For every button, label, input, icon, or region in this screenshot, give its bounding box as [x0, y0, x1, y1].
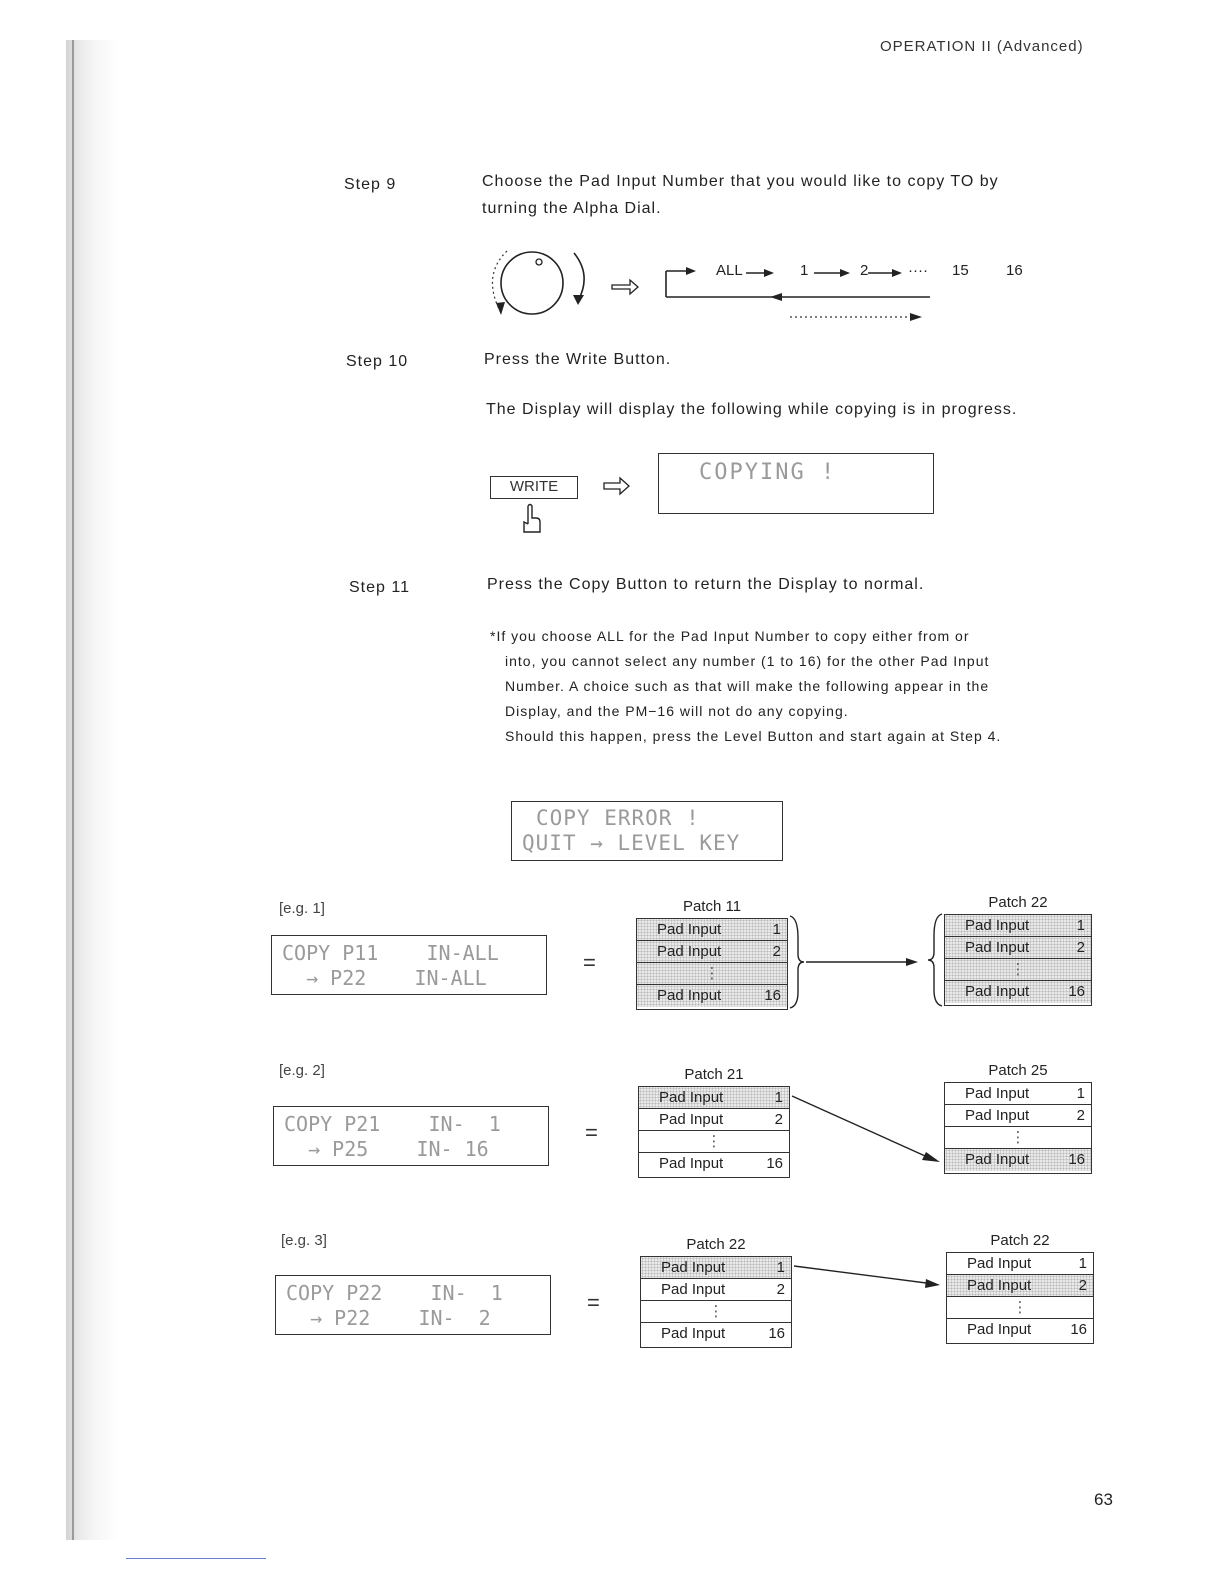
- ellipsis-row: ⋮: [639, 1131, 789, 1153]
- footer-rule: [126, 1558, 266, 1559]
- step-11-label: Step 11: [349, 579, 410, 596]
- example-3-target-title: Patch 22: [990, 1232, 1050, 1249]
- note-line2: into, you cannot select any number (1 to 16) for the other Pad Input: [505, 653, 990, 669]
- seq-1: 1: [800, 262, 809, 279]
- example-2-target-title: Patch 25: [988, 1062, 1048, 1079]
- note-line3: Number. A choice such as that will make the following appear in the: [505, 678, 990, 694]
- example-2-copy-arrow: [788, 1090, 948, 1170]
- pad-input-row: Pad Input 2: [945, 937, 1091, 959]
- step-9-label: Step 9: [344, 176, 397, 193]
- seq-dots: ····: [908, 262, 928, 279]
- step-9-text-line2: turning the Alpha Dial.: [482, 200, 662, 217]
- example-1-display-line1: COPY P11 IN-ALL: [282, 941, 499, 965]
- copy-error-line1: COPY ERROR !: [536, 806, 700, 830]
- pad-input-row: Pad Input 1: [637, 919, 787, 941]
- write-button[interactable]: WRITE: [490, 476, 578, 499]
- equals-sign: =: [587, 1290, 600, 1315]
- example-2-source-title: Patch 21: [684, 1066, 744, 1083]
- step-11-text: Press the Copy Button to return the Display to normal.: [487, 576, 925, 593]
- alpha-dial-icon: [492, 251, 584, 315]
- hollow-right-arrow-icon: [612, 280, 638, 294]
- seq-2: 2: [860, 262, 869, 279]
- note-line5: Should this happen, press the Level Button and start again at Step 4.: [505, 728, 1002, 744]
- example-3-target-table: [946, 1252, 1094, 1344]
- hollow-right-arrow-icon: [602, 476, 632, 496]
- example-1-display-line2: → P22 IN-ALL: [282, 966, 487, 990]
- example-3-display-line1: COPY P22 IN- 1: [286, 1281, 503, 1305]
- copying-display: [658, 453, 934, 514]
- example-3-source-title: Patch 22: [686, 1236, 746, 1253]
- seq-16: 16: [1006, 262, 1023, 279]
- pressing-finger-icon: [518, 502, 544, 536]
- pad-input-row: Pad Input 2: [639, 1109, 789, 1131]
- ellipsis-row: ⋮: [641, 1301, 791, 1323]
- pad-input-row: Pad Input 2: [947, 1275, 1093, 1297]
- ellipsis-row: ⋮: [945, 959, 1091, 981]
- ellipsis-row: ⋮: [637, 963, 787, 985]
- example-1-target-title: Patch 22: [988, 894, 1048, 911]
- example-3-display-line2: → P22 IN- 2: [286, 1306, 491, 1330]
- pad-input-row: Pad Input 2: [641, 1279, 791, 1301]
- step-10-display-note: The Display will display the following while copying is in progress.: [486, 401, 1018, 418]
- equals-sign: =: [585, 1120, 598, 1145]
- pad-input-row: Pad Input 16: [661, 1325, 785, 1342]
- step-9-text-line1: Choose the Pad Input Number that you would like to copy TO by: [482, 173, 999, 190]
- step-10-label: Step 10: [346, 353, 409, 370]
- alpha-dial-diagram: [470, 245, 930, 325]
- pad-input-row: Pad Input 2: [637, 941, 787, 963]
- step-10-text: Press the Write Button.: [484, 351, 672, 368]
- example-2-display-line1: COPY P21 IN- 1: [284, 1112, 501, 1136]
- note-line4: Display, and the PM−16 will not do any copying.: [505, 703, 849, 719]
- example-2-label: [e.g. 2]: [279, 1062, 325, 1079]
- example-1-display: [271, 935, 547, 995]
- example-3-display: [275, 1275, 551, 1335]
- example-3-copy-arrow: [790, 1260, 950, 1300]
- pad-input-row: Pad Input 1: [945, 1083, 1091, 1105]
- pad-input-row: Pad Input 1: [641, 1257, 791, 1279]
- example-1-copy-arrow: [786, 910, 946, 1014]
- running-header: OPERATION II (Advanced): [880, 38, 1084, 55]
- copy-error-line2: QUIT → LEVEL KEY: [522, 831, 741, 855]
- example-1-source-table: [636, 918, 788, 1010]
- example-1-label: [e.g. 1]: [279, 900, 325, 917]
- page-number: 63: [1094, 1490, 1113, 1509]
- pad-input-row: Pad Input 1: [639, 1087, 789, 1109]
- example-2-display-line2: → P25 IN- 16: [284, 1137, 489, 1161]
- example-2-target-table: [944, 1082, 1092, 1174]
- copying-display-line1: COPYING !: [699, 460, 837, 485]
- copy-error-display: [511, 801, 783, 861]
- example-1-target-table: [944, 914, 1092, 1006]
- pad-input-row: Pad Input 16: [659, 1155, 783, 1172]
- ellipsis-row: ⋮: [945, 1127, 1091, 1149]
- pad-input-row: Pad Input 2: [945, 1105, 1091, 1127]
- example-1-source-title: Patch 11: [682, 898, 742, 915]
- pad-input-row: Pad Input 16: [945, 981, 1091, 1003]
- pad-input-row: Pad Input 1: [947, 1253, 1093, 1275]
- note-line1: *If you choose ALL for the Pad Input Number to copy either from or: [490, 628, 970, 644]
- sequence-loop-arrows: [666, 267, 930, 321]
- pad-input-row: Pad Input 1: [945, 915, 1091, 937]
- ellipsis-row: ⋮: [947, 1297, 1093, 1319]
- binding-edge: [72, 40, 74, 1540]
- example-2-source-table: [638, 1086, 790, 1178]
- equals-sign: =: [583, 950, 596, 975]
- pad-input-row: Pad Input 16: [945, 1149, 1091, 1171]
- example-2-display: [273, 1106, 549, 1166]
- example-3-label: [e.g. 3]: [281, 1232, 327, 1249]
- pad-input-row: Pad Input 16: [967, 1321, 1087, 1338]
- example-3-source-table: [640, 1256, 792, 1348]
- pad-input-row: Pad Input 16: [637, 985, 787, 1007]
- seq-all: ALL: [716, 262, 743, 279]
- seq-15: 15: [952, 262, 969, 279]
